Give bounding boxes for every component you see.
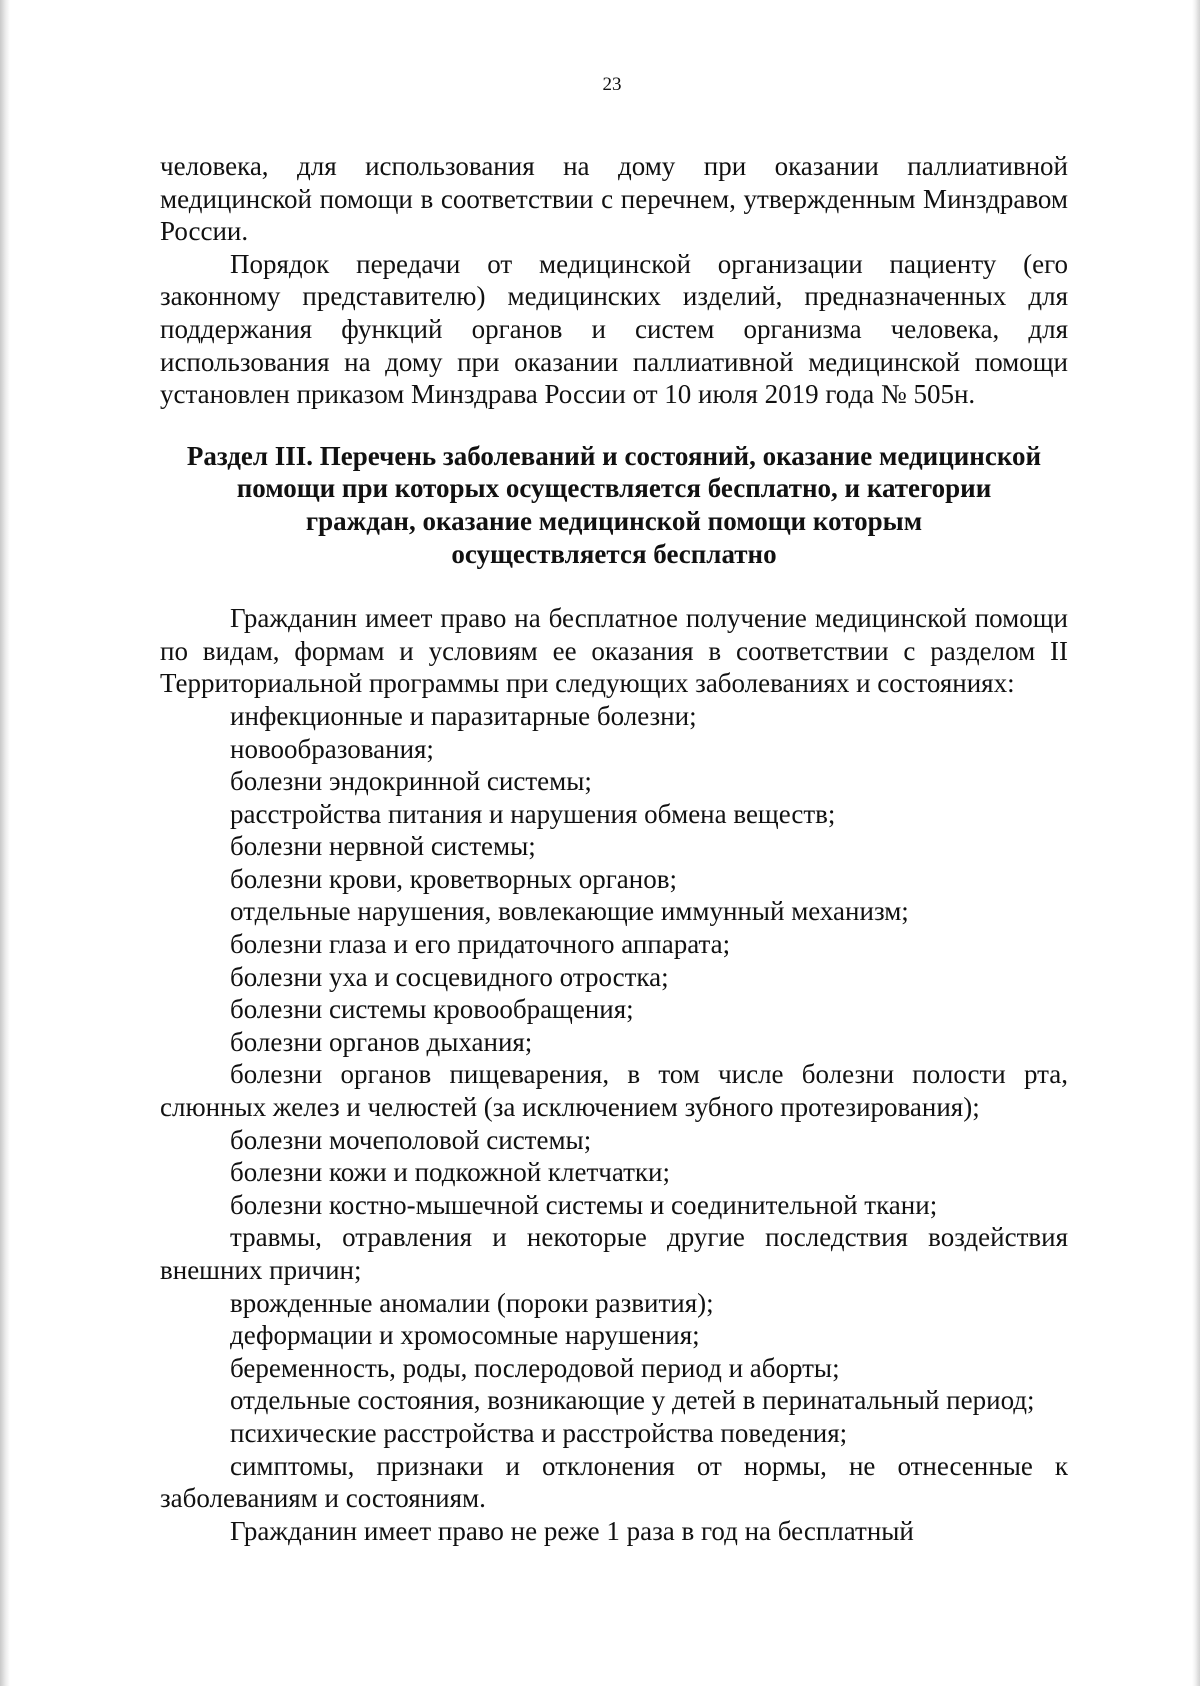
section-heading	[160, 440, 1068, 570]
condition-item: болезни эндокринной системы;	[230, 766, 592, 797]
section-heading-line: осуществляется бесплатно	[451, 538, 777, 569]
condition-item: расстройства питания и нарушения обмена веществ;	[230, 798, 836, 829]
section-heading-line: граждан, оказание медицинской помощи которым	[305, 505, 923, 536]
condition-item: врожденные аномалии (пороки развития);	[230, 1287, 714, 1318]
condition-item: инфекционные и паразитарные болезни;	[230, 700, 697, 731]
section-heading-line: помощи при которых осуществляется бесплатно, и категории	[236, 473, 992, 504]
condition-item: болезни органов пищеварения, в том числе болезни полости рта, слюнных желез и челюстей (за исключением зубного протезирования);	[160, 1059, 1068, 1123]
paragraph-intro: Гражданин имеет право на бесплатное получение медицинской помощи по видам, формам и условиям ее оказания в соответствии с разделом II Территориальной программы при следующих заболеваниях и состояниях:	[160, 603, 1068, 699]
condition-item: болезни органов дыхания;	[230, 1026, 533, 1057]
condition-item: болезни крови, кроветворных органов;	[230, 863, 677, 894]
condition-item: болезни нервной системы;	[230, 831, 536, 862]
conditions-list	[160, 700, 1068, 1515]
condition-item: травмы, отравления и некоторые другие последствия воздействия внешних причин;	[160, 1222, 1068, 1285]
condition-item: отдельные нарушения, вовлекающие иммунный механизм;	[230, 896, 909, 927]
condition-item: болезни глаза и его придаточного аппарата;	[230, 929, 731, 960]
condition-item: симптомы, признаки и отклонения от нормы, не отнесенные к заболеваниям и состояниям.	[160, 1450, 1068, 1514]
condition-item: болезни костно-мышечной системы и соединительной ткани;	[230, 1189, 938, 1220]
condition-item: беременность, роды, послеродовой период и аборты;	[230, 1352, 840, 1383]
condition-item: болезни кожи и подкожной клетчатки;	[230, 1157, 671, 1188]
condition-item: болезни уха и сосцевидного отростка;	[230, 961, 669, 992]
condition-item: новообразования;	[230, 733, 434, 764]
condition-item: психические расстройства и расстройства поведения;	[230, 1417, 848, 1448]
condition-item: отдельные состояния, возникающие у детей в перинатальный период;	[230, 1385, 1035, 1416]
paragraph-continuation: человека, для использования на дому при оказании паллиативной медицинской помощи в соответствии с перечнем, утвержденным Минздравом России.	[160, 151, 1068, 247]
condition-item: деформации и хромосомные нарушения;	[230, 1320, 700, 1351]
condition-item: болезни системы кровообращения;	[230, 994, 634, 1025]
paragraph-closing: Гражданин имеет право не реже 1 раза в год на бесплатный	[230, 1515, 914, 1546]
section-heading-line: Раздел III. Перечень заболеваний и состояний, оказание медицинской	[186, 440, 1042, 471]
page-number: 23	[602, 74, 622, 95]
scan-edge-left	[0, 0, 10, 1686]
scan-edge-right	[1192, 0, 1200, 1686]
paragraph-transfer-procedure: Порядок передачи от медицинской организации пациенту (его законному представителю) медицинских изделий, предназначенных для поддержания функций органов и систем организма человека, для использования на дому при оказании паллиативной медицинской помощи установлен приказом Минздрава России от 10 июля 2019 года № 505н.	[160, 248, 1068, 410]
condition-item: болезни мочеполовой системы;	[230, 1124, 592, 1155]
document-body	[160, 150, 1068, 1547]
